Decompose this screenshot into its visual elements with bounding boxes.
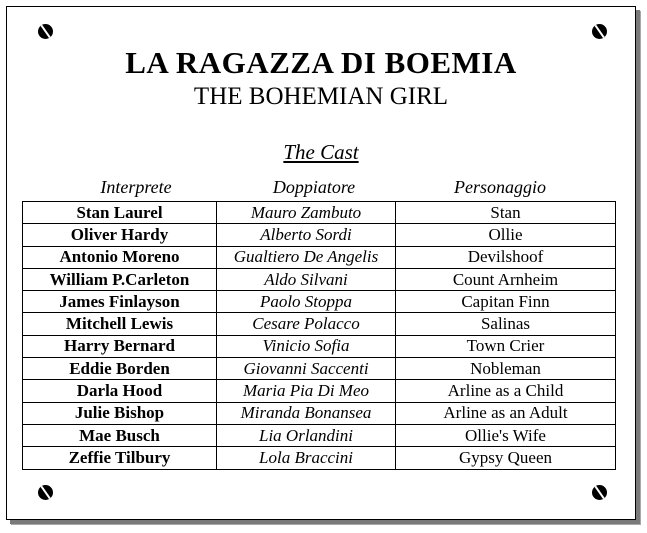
cast-table <box>22 201 616 470</box>
dubber-cell: Vinicio Sofia <box>217 335 396 357</box>
cast-table-body <box>23 202 616 470</box>
dubber-cell: Maria Pia Di Meo <box>217 380 396 402</box>
table-row <box>23 335 616 357</box>
dubber-cell: Lia Orlandini <box>217 424 396 446</box>
role-cell: Arline as an Adult <box>396 402 616 424</box>
actor-cell: William P.Carleton <box>23 268 217 290</box>
actor-cell: Zeffie Tilbury <box>23 447 217 469</box>
table-row <box>23 447 616 469</box>
table-row <box>23 202 616 224</box>
table-row <box>23 380 616 402</box>
table-row <box>23 313 616 335</box>
dubber-cell: Mauro Zambuto <box>217 202 396 224</box>
role-cell: Town Crier <box>396 335 616 357</box>
actor-cell: Mae Busch <box>23 424 217 446</box>
screw-icon-bottom-right <box>592 485 607 500</box>
dubber-cell: Gualtiero De Angelis <box>217 246 396 268</box>
actor-cell: Stan Laurel <box>23 202 217 224</box>
actor-cell: Eddie Borden <box>23 358 217 380</box>
role-cell: Gypsy Queen <box>396 447 616 469</box>
actor-cell: Harry Bernard <box>23 335 217 357</box>
cast-plaque <box>6 6 636 520</box>
dubber-cell: Lola Braccini <box>217 447 396 469</box>
column-header-interprete: Interprete <box>100 177 172 197</box>
english-title: THE BOHEMIAN GIRL <box>193 83 449 110</box>
screw-icon-top-left <box>38 24 53 39</box>
actor-cell: Oliver Hardy <box>23 224 217 246</box>
screw-icon-bottom-left <box>38 485 53 500</box>
cast-heading <box>7 140 635 165</box>
role-cell: Ollie <box>396 224 616 246</box>
italian-title: LA RAGAZZA DI BOEMIA <box>125 45 517 80</box>
actor-cell: Julie Bishop <box>23 402 217 424</box>
table-row <box>23 424 616 446</box>
role-cell: Salinas <box>396 313 616 335</box>
dubber-cell: Miranda Bonansea <box>217 402 396 424</box>
role-cell: Nobleman <box>396 358 616 380</box>
actor-cell: Darla Hood <box>23 380 217 402</box>
role-cell: Capitan Finn <box>396 291 616 313</box>
actor-cell: James Finlayson <box>23 291 217 313</box>
dubber-cell: Cesare Polacco <box>217 313 396 335</box>
column-header-doppiatore: Doppiatore <box>272 177 356 197</box>
actor-cell: Mitchell Lewis <box>23 313 217 335</box>
dubber-cell: Paolo Stoppa <box>217 291 396 313</box>
table-row <box>23 268 616 290</box>
table-row <box>23 224 616 246</box>
column-header-personaggio: Personaggio <box>454 177 546 197</box>
actor-cell: Antonio Moreno <box>23 246 217 268</box>
table-row <box>23 246 616 268</box>
role-cell: Arline as a Child <box>396 380 616 402</box>
role-cell: Count Arnheim <box>396 268 616 290</box>
role-cell: Devilshoof <box>396 246 616 268</box>
dubber-cell: Alberto Sordi <box>217 224 396 246</box>
table-row <box>23 402 616 424</box>
table-row <box>23 358 616 380</box>
dubber-cell: Giovanni Saccenti <box>217 358 396 380</box>
screw-icon-top-right <box>592 24 607 39</box>
table-row <box>23 291 616 313</box>
cast-heading-text: The Cast <box>283 140 359 164</box>
role-cell: Ollie's Wife <box>396 424 616 446</box>
role-cell: Stan <box>396 202 616 224</box>
dubber-cell: Aldo Silvani <box>217 268 396 290</box>
